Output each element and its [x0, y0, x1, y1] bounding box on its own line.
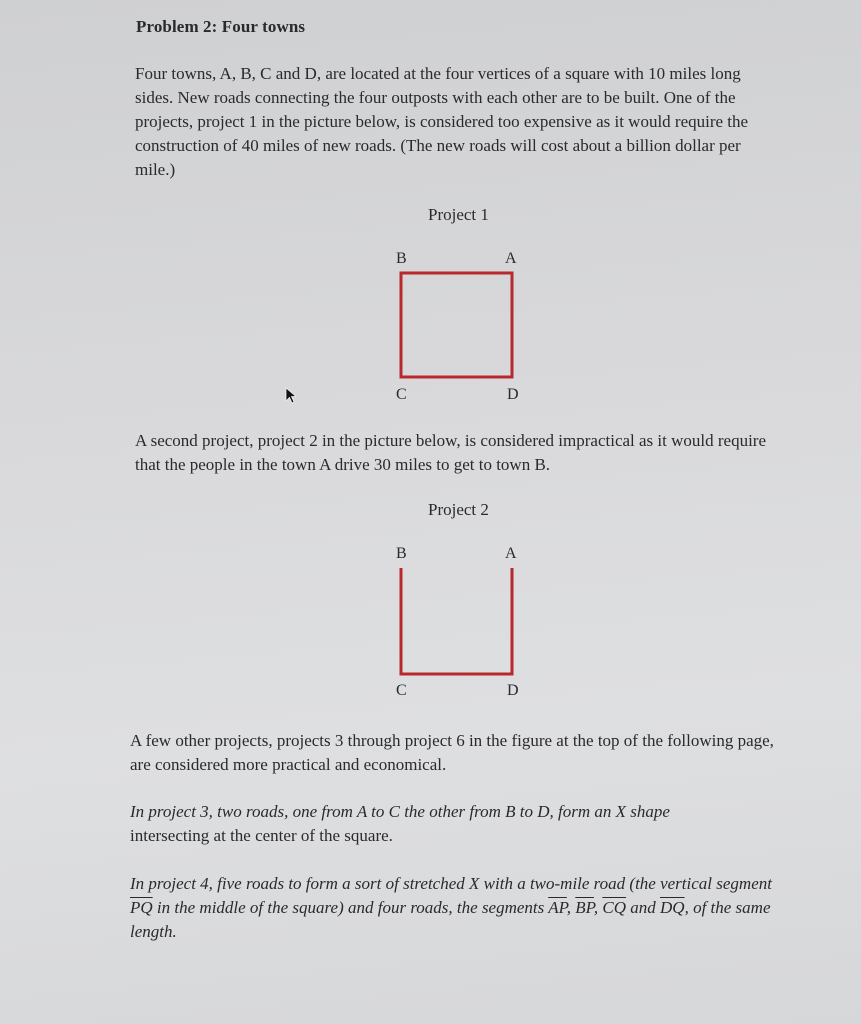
- segment-cq: $\overline{CQ}$: [602, 898, 626, 917]
- intro-paragraph: Four towns, A, B, C and D, are located at the four vertices of a square with 10 miles long sides. New roads connecting the four outposts with each other are to be built. One of the projects, project 1 in the picture below, is considered too expensive as it would require the construction of 40 miles of new roads. (The new roads will cost about a billion dollar per mile.): [135, 64, 749, 179]
- project1-vertex-a: A: [505, 250, 517, 267]
- project4-sep2: ,: [593, 898, 603, 917]
- project4-text-part2: in the middle of the square) and four roads, the segments: [152, 898, 549, 917]
- project2-vertex-b: B: [396, 545, 407, 562]
- problem-title: Problem 2: Four towns: [136, 17, 306, 36]
- project1-label: Project 1: [428, 205, 489, 224]
- segment-dq: $\overline{DQ}$: [660, 898, 685, 917]
- project2-paragraph: A second project, project 2 in the picture below, is considered impractical as it would require that the people in the town A drive 30 miles to get to town B.: [135, 431, 767, 474]
- project3-paragraph: [130, 800, 780, 848]
- project4-text-part3: , of the same length.: [130, 898, 771, 941]
- segment-bp: $\overline{BP}$: [575, 898, 594, 917]
- segment-pq: $\overline{PQ}$: [130, 898, 153, 917]
- project2-vertex-c: C: [396, 682, 407, 699]
- segment-ap: $\overline{AP}$: [548, 898, 567, 917]
- project1-vertex-b: B: [396, 250, 407, 267]
- project2-vertex-d: D: [507, 682, 519, 699]
- project4-sep1: ,: [566, 898, 576, 917]
- project2-label: Project 2: [428, 500, 489, 519]
- project4-and: and: [626, 898, 660, 917]
- project1-vertex-d: D: [507, 386, 519, 403]
- mouse-pointer-icon: [284, 387, 300, 410]
- project4-paragraph: [130, 872, 780, 944]
- project2-u-roads: [401, 568, 512, 674]
- project2-vertex-a: A: [505, 545, 517, 562]
- other-projects-paragraph: A few other projects, projects 3 through project 6 in the figure at the top of the following page, are considered more practical and economical.: [130, 731, 774, 774]
- project3-plain-text: intersecting at the center of the square.: [130, 826, 393, 845]
- project1-square-roads: [401, 273, 512, 377]
- project3-italic-text: In project 3, two roads, one from A to C the other from B to D, form an X shape: [130, 802, 670, 821]
- project4-text-part1: In project 4, five roads to form a sort of stretched X with a two-mile road (the vertical segment: [130, 874, 772, 893]
- project1-vertex-c: C: [396, 386, 407, 403]
